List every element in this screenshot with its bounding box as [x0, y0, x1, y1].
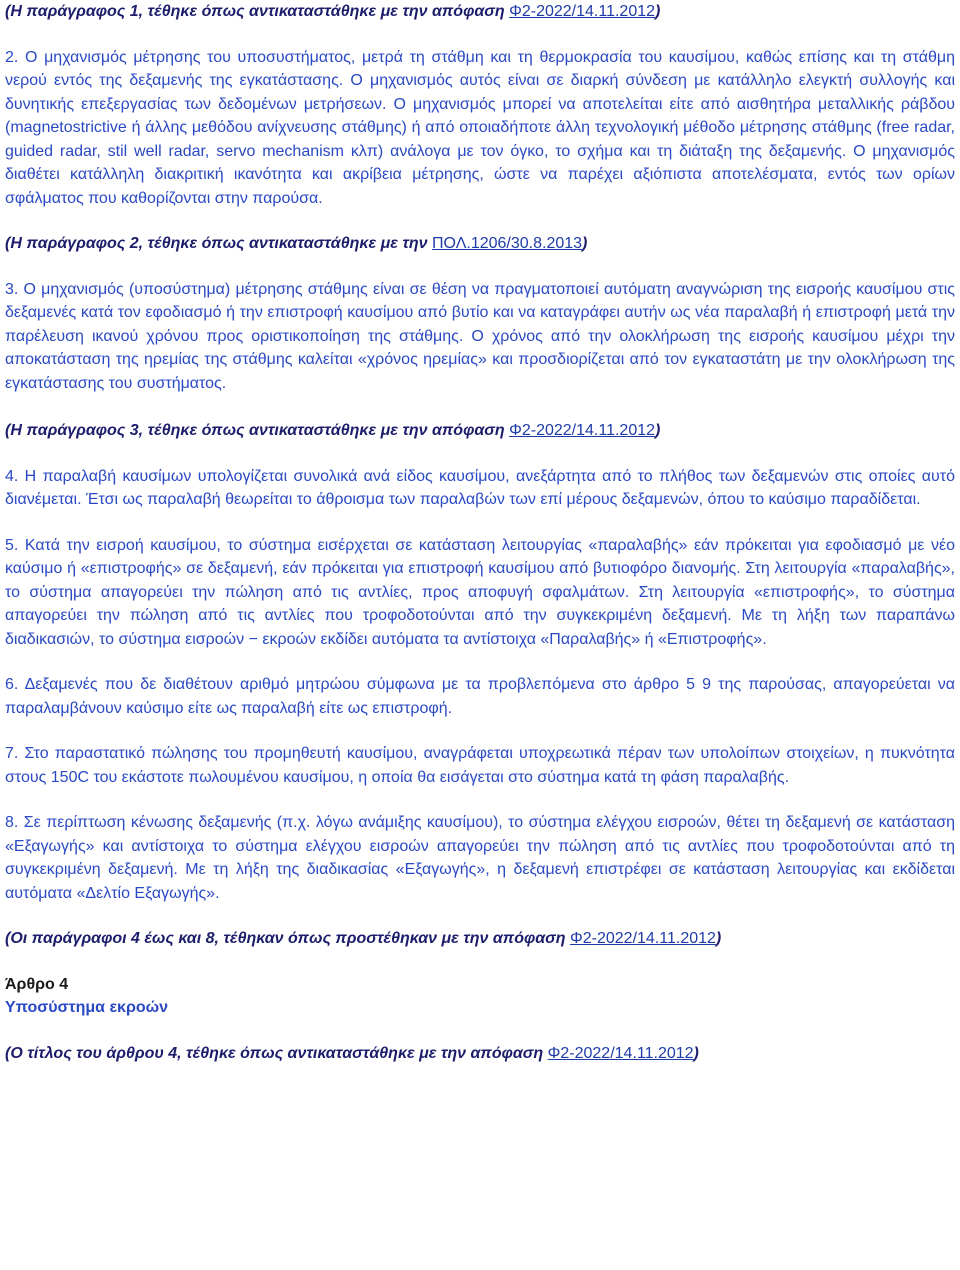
decision-link[interactable]: Φ2-2022/14.11.2012	[509, 422, 656, 439]
paragraph-2	[5, 46, 955, 211]
amendment-text: (Η παράγραφος 3, τέθηκε όπως αντικαταστάθηκε με την απόφαση	[5, 422, 510, 439]
amendment-text: (Ο τίτλος του άρθρου 4, τέθηκε όπως αντικαταστάθηκε με την απόφαση	[5, 1044, 548, 1062]
amendment-text: (Η παράγραφος 1, τέθηκε όπως αντικαταστάθηκε με την απόφαση	[5, 3, 510, 20]
amendment-note-title: (Ο τίτλος του άρθρου 4, τέθηκε όπως αντικαταστάθηκε με την απόφαση Φ2-2022/14.11.2012)	[5, 1044, 699, 1062]
decision-link[interactable]: Φ2-2022/14.11.2012	[509, 3, 656, 20]
paragraph-7: 7. Στο παραστατικό πώλησης του προμηθευτή καυσίμου, αναγράφεται υποχρεωτικά πέραν των υπολοίπων στοιχείων, η πυκνότητα στους 150C του εκάστοτε πωλουμένου καυσίμου, η οποία θα εισάγεται στο σύστημα κατά τη φάση παραλαβής.	[5, 745, 955, 786]
decision-link[interactable]: Φ2-2022/14.11.2012	[547, 1044, 694, 1062]
amendment-note-p4-8: (Οι παράγραφοι 4 έως και 8, τέθηκαν όπως προστέθηκαν με την απόφαση Φ2-2022/14.11.2012)	[5, 930, 722, 947]
article-title: Άρθρο 4	[5, 975, 69, 993]
amendment-note-p3: (Η παράγραφος 3, τέθηκε όπως αντικαταστάθηκε με την απόφαση Φ2-2022/14.11.2012)	[5, 422, 661, 439]
document-body	[5, 0, 955, 1065]
paragraph-2-text-b: Ο μηχανισμός μπορεί να αποτελείται είτε από αισθητήρα μεταλλικής ράβδου (magnetostrictive ή άλλης μεθόδου ανίχνευσης στάθμης) ή από οποιαδήποτε άλλη τεχνολογική μέθοδο μέτρησης στάθμης (free radar, guided radar, stil well radar, servo mechanism κλπ) ανάλογα με τον όγκο, το σχήμα και τη διάταξη της δεξαμενής. Ο μηχανισμός διαθέτει κατάλληλη διακριτική ικανότητα και ακρίβεια μέτρησης, ώστε να παρέχει αξιόπιστα αποτελέσματα, εντός των ορίων σφάλματος που καθορίζονται στην παρούσα.	[5, 95, 956, 207]
article-subtitle: Υποσύστημα εκροών	[5, 999, 169, 1016]
paragraph-6-text: Δεξαμενές που δε διαθέτουν αριθμό μητρώου σύμφωνα με τα προβλεπόμενα στο άρθρο 5 9 της παρούσας, απαγορεύεται να παραλαμβάνουν καύσιμο είτε ως παραλαβή είτε ως επιστροφή.	[5, 676, 956, 717]
paragraph-4: 4. Η παραλαβή καυσίμων υπολογίζεται συνολικά ανά είδος καυσίμου, ανεξάρτητα από το πλήθος των δεξαμενών στις οποίες αυτό διανέμεται. Έτσι ως παραλαβή θεωρείται το άθροισμα των παραλαβών των επί μέρους δεξαμενών, όπου το καύσιμο παραδίδεται.	[5, 467, 955, 508]
amendment-note-p1: (Η παράγραφος 1, τέθηκε όπως αντικαταστάθηκε με την απόφαση Φ2-2022/14.11.2012)	[5, 3, 661, 20]
decision-link[interactable]: ΠΟΛ.1206/30.8.2013	[431, 235, 583, 252]
paragraph-8: 8. Σε περίπτωση κένωσης δεξαμενής (π.χ. λόγω ανάμιξης καυσίμου), το σύστημα ελέγχου εισροών, θέτει τη δεξαμενή σε κατάσταση «Εξαγωγής» και αντίστοιχα το σύστημα ελέγχου εισροών απαγορεύει την πώληση από τις αντλίες που τροφοδοτούνται από τη συγκεκριμένη δεξαμενή. Με τη λήξη της διαδικασίας «Εξαγωγής», η δεξαμενή επιστρέφει σε κατάσταση λειτουργίας και εκδίδεται αυτόματα «Δελτίο Εξαγωγής».	[5, 814, 955, 902]
paragraph-2-text-a: 2. Ο μηχανισμός μέτρησης του υποσυστήματος, μετρά τη στάθμη και τη θερμοκρασία του καυσίμου, καθώς επίσης και τη στάθμη νερού εντός της δεξαμενής της εγκατάστασης. Ο μηχανισμός αυτός είναι σε διαρκή σύνδεση με κατάλληλο ελεγκτή συλλογής και δυνητικής επεξεργασίας των δεδομένων μετρήσεων.	[5, 48, 955, 113]
decision-link[interactable]: Φ2-2022/14.11.2012	[569, 930, 716, 947]
paragraph-3: 3. Ο μηχανισμός (υποσύστημα) μέτρησης στάθμης είναι σε θέση να πραγματοποιεί αυτόματη αναγνώριση της εισροής καυσίμου στις δεξαμενές κατά τον εφοδιασμό ή την επιστροφή καυσίμου από βυτίο και να καταγράφει αυτήν ως νέα παραλαβή ή επιστροφή μετά την παρέλευση ικανού χρόνου προς οριστικοποίηση της στάθμης. Ο χρόνος από την ολοκλήρωση της εισροής καυσίμου μέχρι την αποκατάσταση της ηρεμίας της στάθμης καλείται «χρόνος ηρεμίας» και προσδιορίζεται από τον εγκαταστάτη με την ολοκλήρωση της εγκατάστασης του συστήματος.	[5, 280, 955, 392]
paragraph-5: 5. Κατά την εισροή καυσίμου, το σύστημα εισέρχεται σε κατάσταση λειτουργίας «παραλαβής» εάν πρόκειται για εφοδιασμό με νέο καύσιμο ή «επιστροφής» σε δεξαμενή, εάν πρόκειται για επιστροφή καυσίμου από βυτιοφόρο διανομής. Στη λειτουργία «παραλαβής», το σύστημα απαγορεύει την πώληση από τις αντλίες, προς αποφυγή σφαλμάτων. Στη λειτουργία «επιστροφής», το σύστημα απαγορεύει την πώληση από τις αντλίες που τροφοδοτούνται από την συγκεκριμένη δεξαμενή. Με τη λήξη των παραπάνω διαδικασιών, το σύστημα εισροών − εκροών εκδίδει αυτόματα τα αντίστοιχα «Παραλαβής» ή «Επιστροφής».	[5, 536, 955, 648]
amendment-note-p2: (Η παράγραφος 2, τέθηκε όπως αντικαταστάθηκε με την ΠΟΛ.1206/30.8.2013)	[5, 235, 588, 252]
amendment-text: (Η παράγραφος 2, τέθηκε όπως αντικαταστάθηκε με την	[5, 235, 432, 252]
paragraph-6: 6. Δεξαμενές που δε διαθέτουν αριθμό μητρώου σύμφωνα με τα προβλεπόμενα στο άρθρο 5 9 της παρούσας, απαγορεύεται να παραλαμβάνουν καύσιμο είτε ως παραλαβή είτε ως επιστροφή.	[5, 676, 956, 717]
amendment-text: (Οι παράγραφοι 4 έως και 8, τέθηκαν όπως προστέθηκαν με την απόφαση	[5, 930, 570, 947]
